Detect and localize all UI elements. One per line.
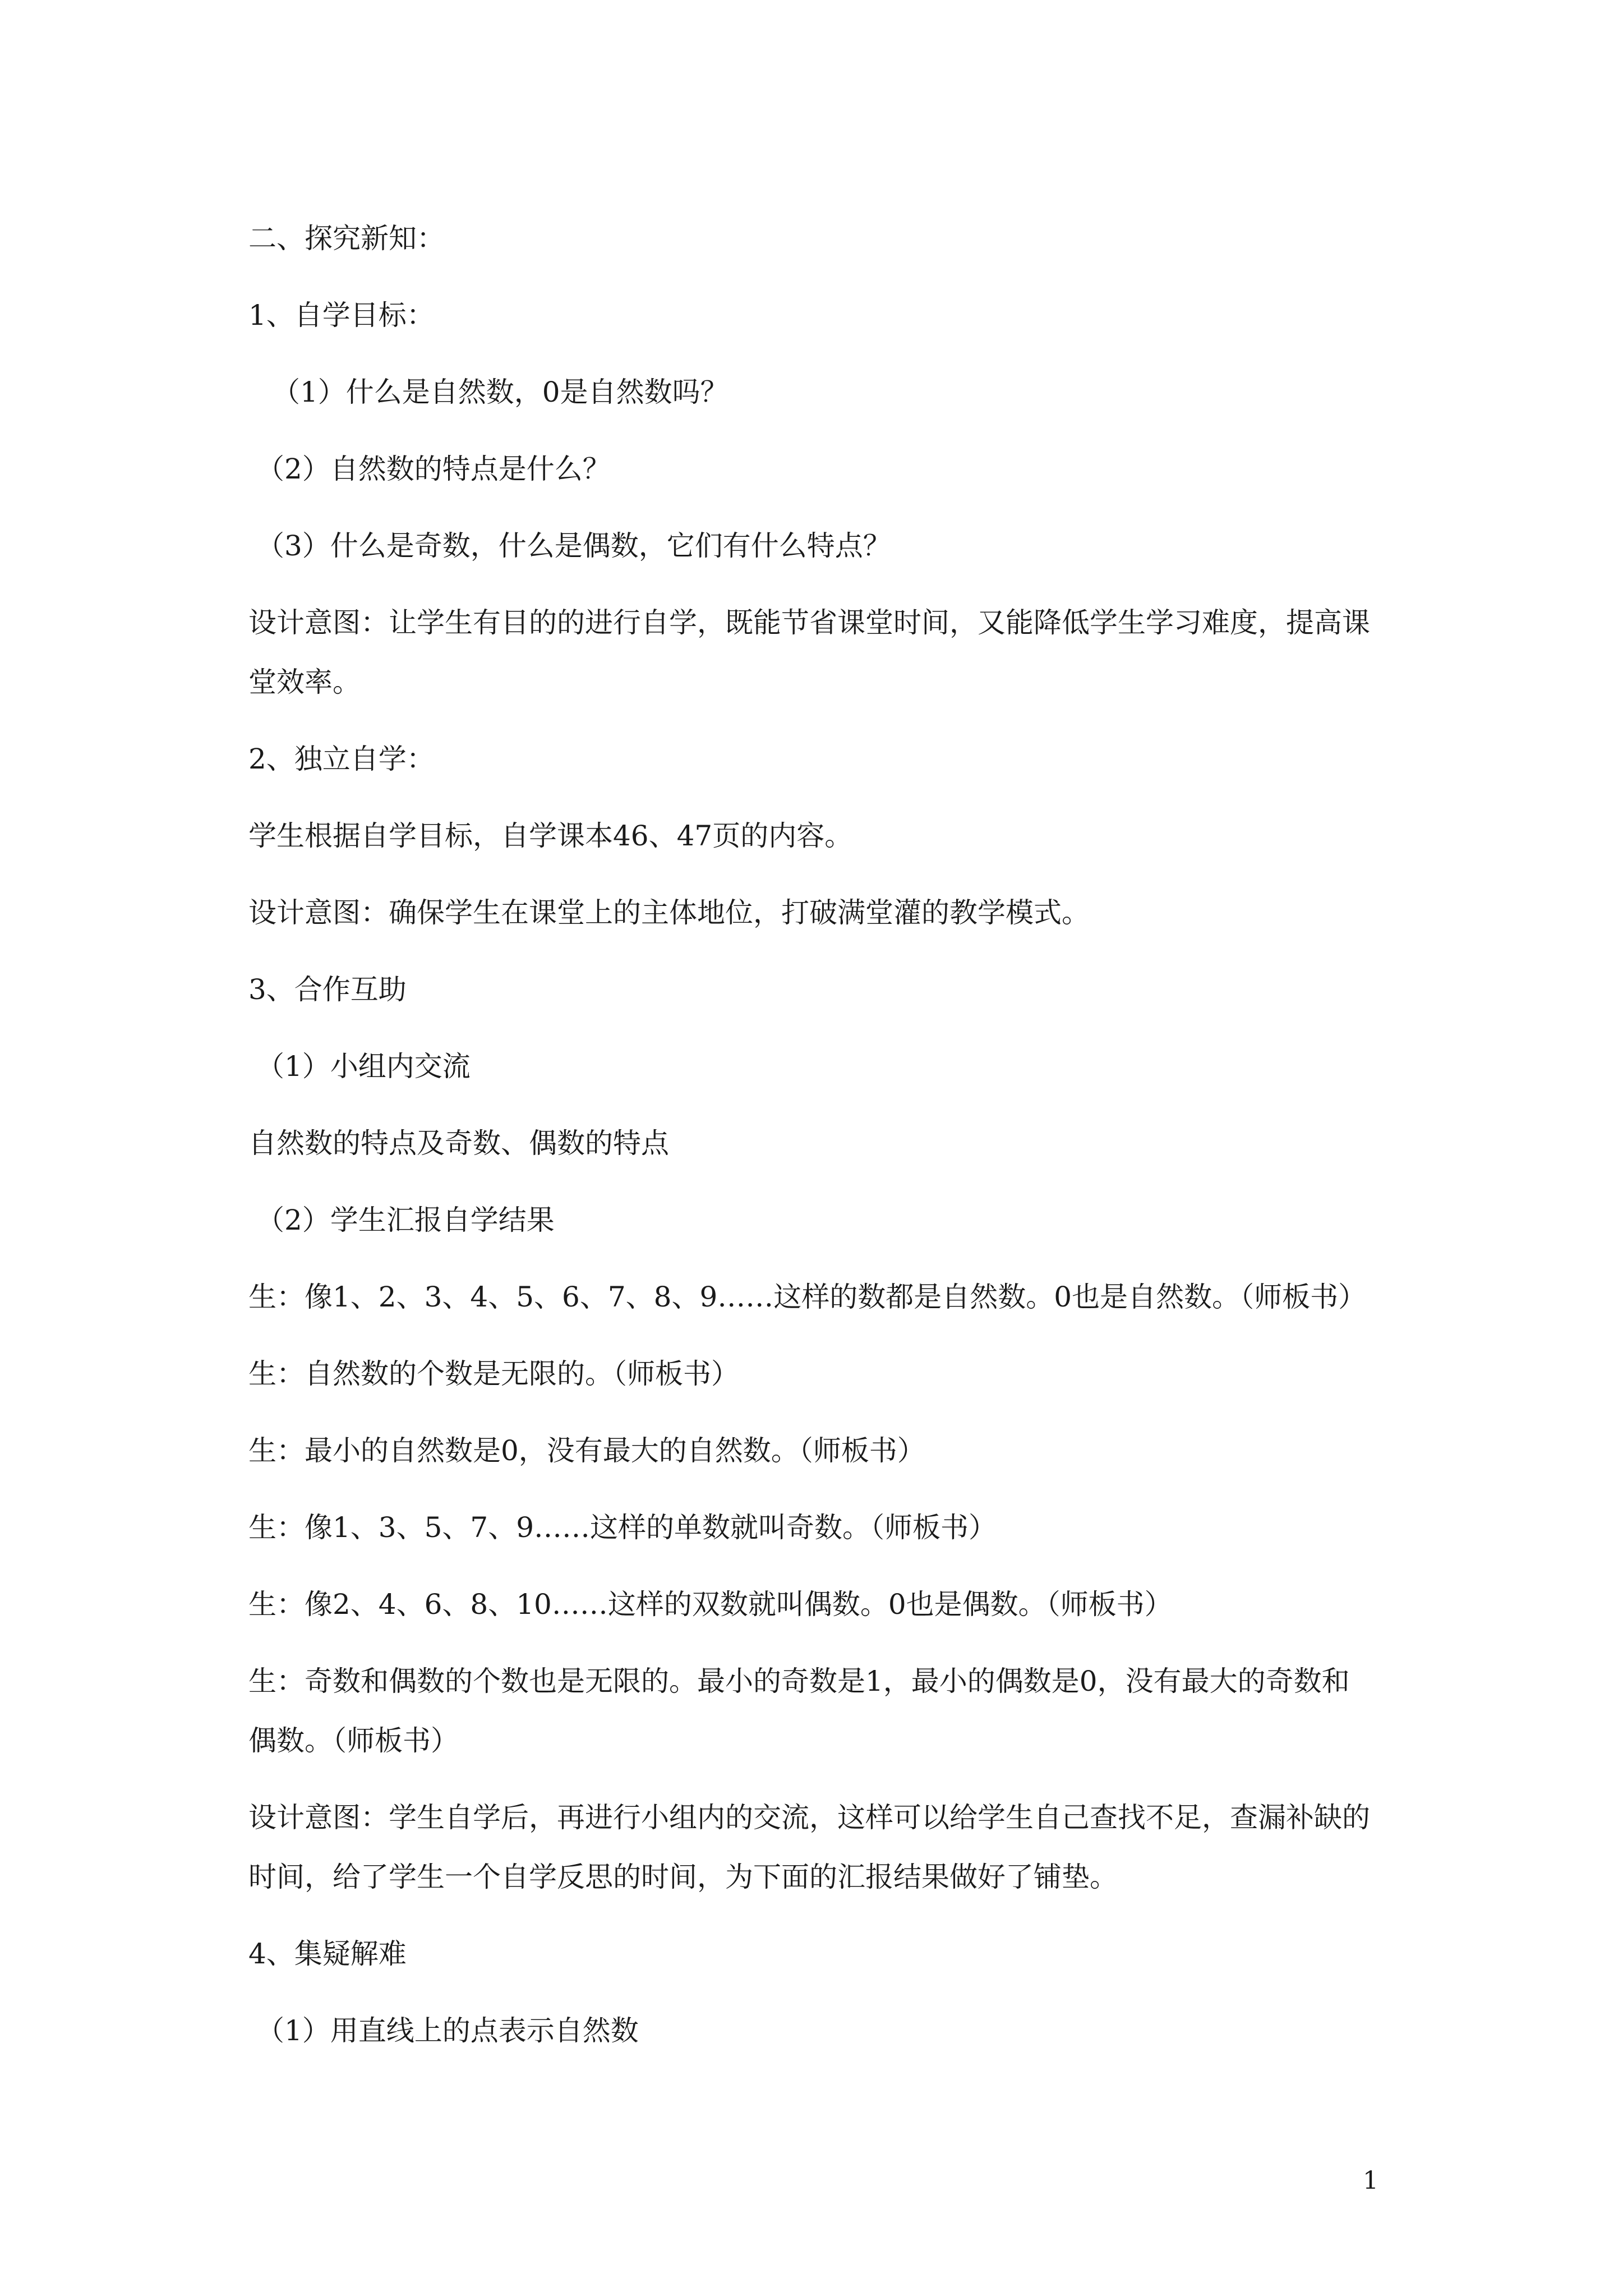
document-body — [248, 209, 1390, 2060]
student-answer: 生：像2、4、6、8、10……这样的双数就叫偶数。0也是偶数。（师板书） — [248, 1588, 1173, 1621]
design-intent-line: 设计意图：让学生有目的的进行自学，既能节省课堂时间，又能降低学生学习难度，提高课 — [248, 606, 1370, 639]
student-answer: 生：自然数的个数是无限的。（师板书） — [248, 1358, 739, 1390]
student-answer: 生：像1、3、5、7、9……这样的单数就叫奇数。（师板书） — [248, 1511, 997, 1544]
subsection-heading: 2、独立自学： — [248, 743, 435, 775]
goal-item: （1）什么是自然数，0是自然数吗？ — [272, 376, 728, 408]
student-answer: 生：奇数和偶数的个数也是无限的。最小的奇数是1，最小的偶数是0，没有最大的奇数和 — [248, 1665, 1350, 1697]
page-number: 1 — [1363, 2166, 1378, 2195]
subsection-heading: 4、集疑解难 — [248, 1938, 407, 1970]
student-answer: 偶数。（师板书） — [248, 1724, 459, 1757]
student-answer: 生：最小的自然数是0，没有最大的自然数。（师板书） — [248, 1434, 925, 1467]
list-item: （1）用直线上的点表示自然数 — [256, 2014, 639, 2047]
subsection-heading: 3、合作互助 — [248, 973, 407, 1006]
section-heading: 二、探究新知： — [248, 222, 445, 255]
subsection-heading: 1、自学目标： — [248, 299, 435, 332]
list-item: （1）小组内交流 — [256, 1050, 471, 1083]
design-intent-line: 设计意图：学生自学后，再进行小组内的交流，这样可以给学生自己查找不足，查漏补缺的 — [248, 1801, 1370, 1834]
design-intent-line: 堂效率。 — [248, 666, 361, 698]
body-text: 自然数的特点及奇数、偶数的特点 — [248, 1127, 669, 1159]
goal-item: （2）自然数的特点是什么？ — [256, 453, 611, 485]
list-item: （2）学生汇报自学结果 — [256, 1204, 555, 1236]
design-intent-line: 设计意图：确保学生在课堂上的主体地位，打破满堂灌的教学模式。 — [248, 896, 1090, 929]
design-intent-line: 时间，给了学生一个自学反思的时间，为下面的汇报结果做好了铺垫。 — [248, 1861, 1118, 1893]
goal-item: （3）什么是奇数，什么是偶数，它们有什么特点？ — [256, 530, 891, 562]
body-text: 学生根据自学目标，自学课本46、47页的内容。 — [248, 820, 853, 852]
student-answer: 生：像1、2、3、4、5、6、7、8、9……这样的数都是自然数。0也是自然数。（师板书） — [248, 1281, 1367, 1313]
